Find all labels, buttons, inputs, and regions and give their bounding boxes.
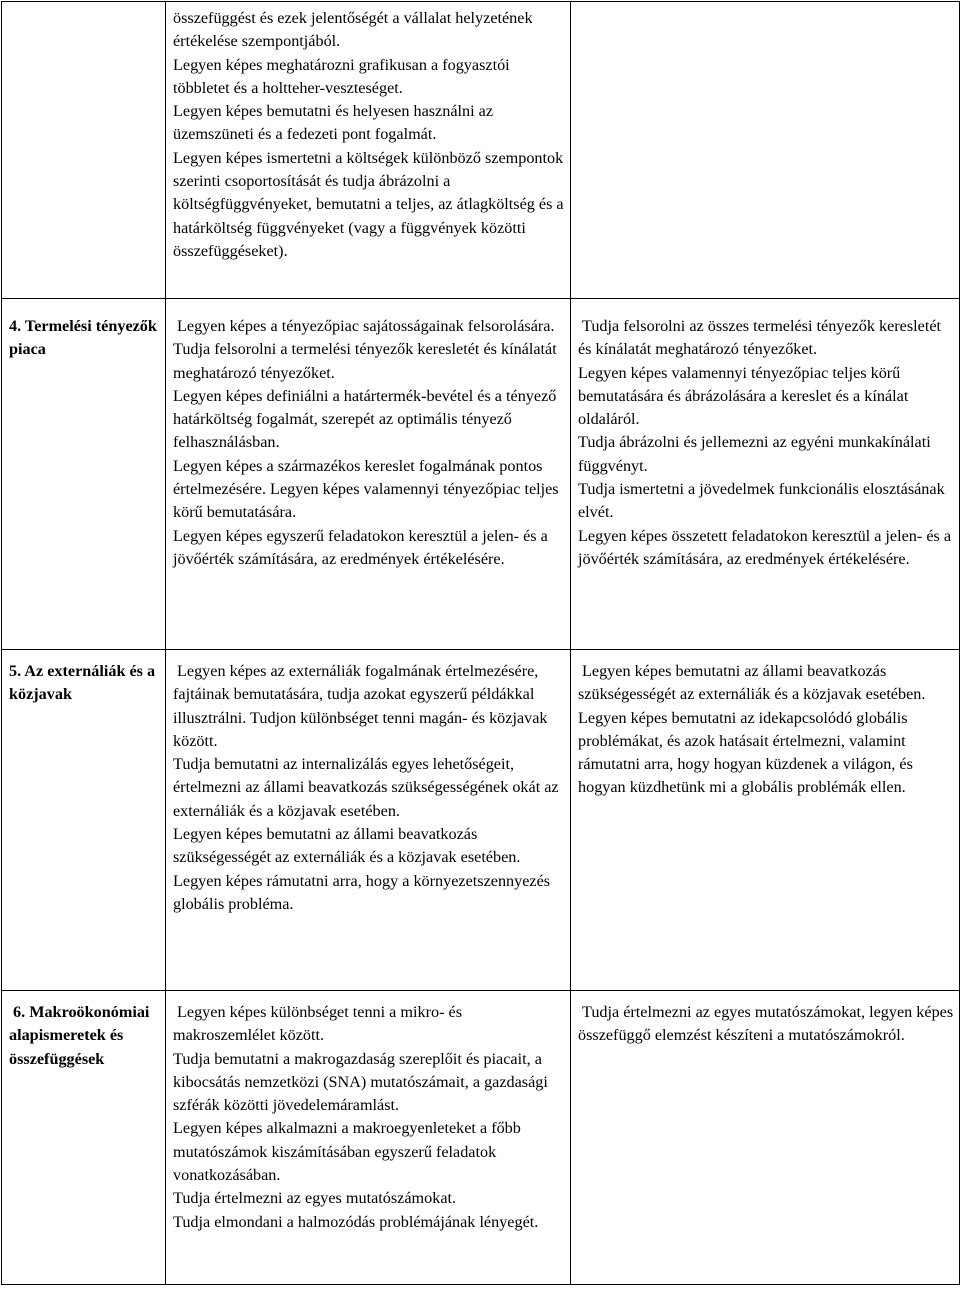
- competency-cell: [166, 991, 571, 1285]
- topic-cell: [2, 650, 166, 991]
- outcome-text: Tudja ismertetni a jövedelmek funkcionális elosztásának elvét.: [578, 480, 945, 522]
- table-row: [2, 2, 960, 299]
- competency-text: Legyen képes egyszerű feladatokon keresztül a jelen- és a jövőérték számítására, az eredmények értékelésére.: [173, 526, 548, 568]
- outcome-text: Tudja felsorolni az összes termelési tényezők keresletét és kínálatát meghatározó tényezőket.: [578, 317, 942, 359]
- competency-text: Legyen képes különbséget tenni a mikro- és makroszemlélet között.: [173, 1003, 462, 1045]
- competency-text: Legyen képes az externáliák fogalmának értelmezésére, fajtáinak bemutatására, tudja azokat egyszerű példákkal illusztrálni. Tudjon különbséget tenni magán- és közjavak között.: [173, 662, 548, 750]
- competency-cell: [166, 299, 571, 650]
- competency-text: Tudja bemutatni az internalizálás egyes lehetőségeit, értelmezni az állami beavatkozás szükségességének okát az externáliák és a közjavak esetében.: [173, 755, 559, 820]
- topic-cell: [2, 2, 166, 299]
- topic-label: 4. Termelési tényezők piaca: [9, 317, 157, 359]
- outcome-text: Tudja értelmezni az egyes mutatószámokat, legyen képes összefüggő elemzést készíteni a mutatószámokról.: [578, 1003, 954, 1045]
- competency-text: Legyen képes bemutatni és helyesen használni az üzemszüneti és a fedezeti pont fogalmát.: [173, 102, 494, 144]
- outcome-cell: [571, 299, 960, 650]
- outcome-text: Legyen képes valamennyi tényezőpiac teljes körű bemutatására és ábrázolására a kereslet és a kínálat oldaláról.: [578, 363, 909, 429]
- competency-text: Tudja értelmezni az egyes mutatószámokat.: [173, 1189, 457, 1208]
- competency-text: Legyen képes bemutatni az állami beavatkozás szükségességét az externáliák és a közjavak esetében.: [173, 825, 521, 867]
- competency-text: Legyen képes ismertetni a költségek különböző szempontok szerinti csoportosítását és tudja ábrázolni a költségfüggvényeket, bemutatni a teljes, az átlagköltség és a határköltség függvényeket (vagy a függvények közötti összefüggéseket).: [173, 148, 564, 260]
- outcome-cell: [571, 650, 960, 991]
- table-row: [2, 299, 960, 650]
- outcome-cell: [571, 2, 960, 299]
- competency-text: Legyen képes a származékos kereslet fogalmának pontos értelmezésére. Legyen képes valamennyi tényezőpiac teljes körű bemutatására.: [173, 456, 559, 522]
- competency-cell: [166, 2, 571, 299]
- competency-text: Legyen képes rámutatni arra, hogy a környezetszennyezés globális probléma.: [173, 871, 551, 913]
- topic-label: 5. Az externáliák és a közjavak: [9, 662, 156, 704]
- outcome-text: Tudja ábrázolni és jellemezni az egyéni munkakínálati függvényt.: [578, 433, 931, 475]
- topic-cell: [2, 299, 166, 650]
- table-row: [2, 650, 960, 991]
- competency-text: Legyen képes alkalmazni a makroegyenleteket a főbb mutatószámok kiszámításában egyszerű feladatok vonatkozásában.: [173, 1119, 521, 1185]
- outcome-cell: [571, 991, 960, 1285]
- competency-text: Tudja elmondani a halmozódás problémájának lényegét.: [173, 1212, 539, 1231]
- outcome-text: Legyen képes bemutatni az állami beavatkozás szükségességét az externáliák és a közjavak esetében. Legyen képes bemutatni az idekapcsolódó globális problémákat, és azok hatásait értelmezni, valamint rámutatni arra, hogy hogyan küzdenek a világon, és hogyan küzdhetünk mi a globális problémák ellen.: [578, 662, 926, 797]
- topic-label: 6. Makroökonómiai alapismeretek és összefüggések: [9, 1003, 150, 1068]
- competency-text: Legyen képes definiálni a határtermék-bevétel és a tényező határköltség fogalmát, szerepét az optimális tényező felhasználásban.: [173, 386, 557, 452]
- competency-text: összefüggést és ezek jelentőségét a vállalat helyzetének értékelése szempontjából.: [173, 9, 533, 51]
- competency-text: Tudja bemutatni a makrogazdaság szereplőit és piacait, a kibocsátás nemzetközi (SNA) mutatószámait, a gazdasági szférák közötti jövedelemáramlást.: [173, 1049, 548, 1115]
- competency-text: Legyen képes meghatározni grafikusan a fogyasztói többletet és a holtteher-veszteséget.: [173, 55, 510, 97]
- curriculum-table: [1, 1, 960, 1285]
- table-row: [2, 991, 960, 1285]
- competency-text: Legyen képes a tényezőpiac sajátosságainak felsorolására. Tudja felsorolni a termelési tényezők keresletét és kínálatát meghatározó tényezőket.: [173, 317, 557, 382]
- outcome-text: Legyen képes összetett feladatokon keresztül a jelen- és a jövőérték számítására, az eredmények értékelésére.: [578, 526, 952, 568]
- competency-cell: [166, 650, 571, 991]
- topic-cell: [2, 991, 166, 1285]
